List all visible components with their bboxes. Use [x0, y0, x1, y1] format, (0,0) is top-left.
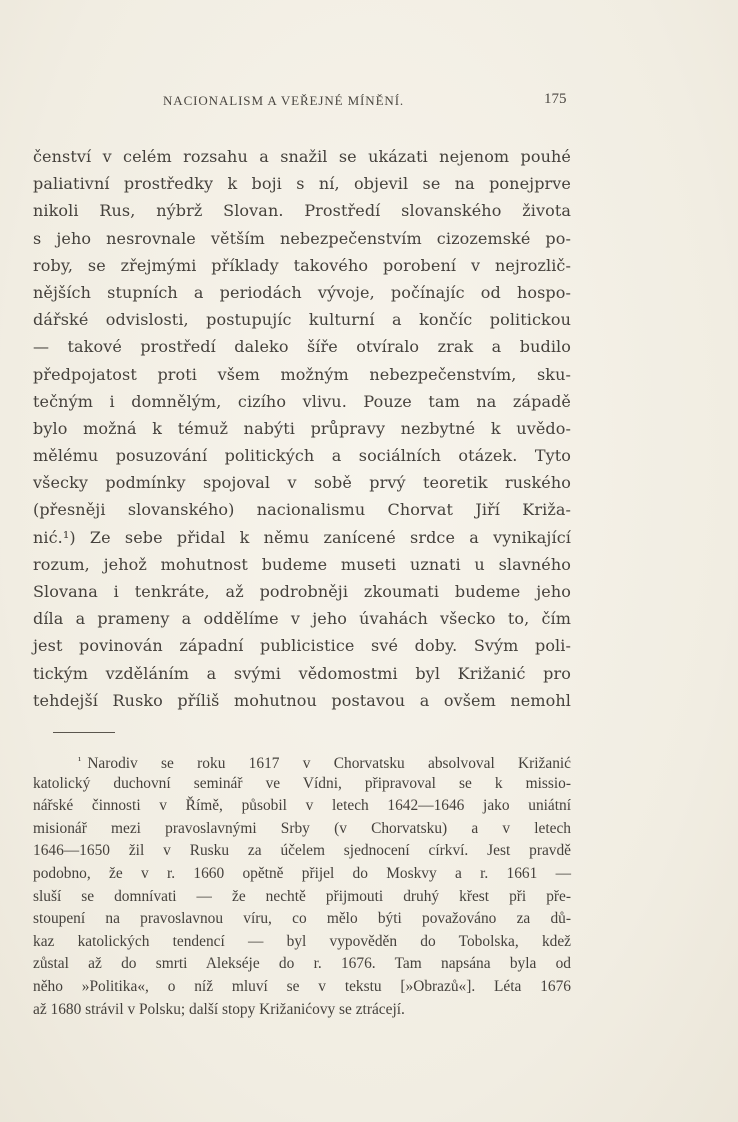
footnote-line: [33, 750, 571, 773]
text-line: — takové prostředí daleko šíře otvíralo zrak a budilo: [33, 337, 571, 357]
text-line: mělému posuzování politických a sociálních otázek. Tyto: [33, 446, 571, 466]
footnote-line: zůstal až do smrti Alekséje do r. 1676. Tam napsána byla od: [33, 955, 571, 973]
text-line: rozum, jehož mohutnost budeme museti uznati u slavného: [33, 554, 571, 574]
text-line: tickým vzděláním a svými vědomostmi byl Križanić pro: [33, 663, 571, 683]
running-title: NACIONALISM A VEŘEJNÉ MÍNĚNÍ.: [163, 93, 405, 108]
text-line: všecky podmínky spojoval v sobě prvý teoretik ruského: [33, 473, 571, 493]
text-line: Slovana i tenkráte, až podrobněji zkoumati budeme jeho: [33, 582, 571, 601]
footnote-line: 1646—1650 žil v Rusku za účelem sjednocení církví. Jest pravdě: [33, 842, 571, 860]
text-line: čenství v celém rozsahu a snažil se ukázati nejenom pouhé: [33, 147, 571, 166]
footnote: [33, 750, 571, 1021]
main-text: [33, 143, 571, 714]
footnote-line: kaz katolických tendencí — byl vypověděn do Tobolska, kdež: [33, 932, 571, 950]
text-line: nić.¹) Ze sebe přidal k němu zanícené srdce a vynikající: [33, 527, 571, 547]
text-line: tečným i domnělým, cizího vlivu. Pouze tam na západě: [33, 391, 571, 411]
footnote-line: sluší se domnívati — že nechtě přijmouti druhý křest při pře-: [33, 887, 571, 905]
footnote-divider: [53, 732, 115, 733]
text-line: jest povinován západní publicistice své doby. Svým poli-: [33, 636, 571, 656]
text-line: roby, se zřejmými příklady takového porobení v nejrozlič-: [33, 255, 571, 275]
footnote-line: něho »Politika«, o níž mluví se v tekstu [»Obrazů«]. Léta 1676: [33, 977, 571, 995]
text-line: nikoli Rus, nýbrž Slovan. Prostředí slovanského života: [33, 201, 571, 221]
footnote-line: stoupení na pravoslavnou víru, co mělo býti považováno za dů-: [33, 910, 571, 928]
text-line: dářské odvislosti, postupujíc kulturní a končíc politickou: [33, 310, 571, 330]
text-line: s jeho nesrovnale větším nebezpečenstvím cizozemské po-: [33, 228, 571, 248]
footnote-line: katolický duchovní seminář ve Vídni, připravoval se k missio-: [33, 774, 571, 792]
text-line: tehdejší Rusko příliš mohutnou postavou a ovšem nemohl: [33, 690, 571, 710]
footnote-line: nářské činnosti v Římě, působil v letech 1642—1646 jako uniátní: [33, 797, 571, 815]
running-header: [0, 93, 738, 117]
text-line: bylo možná k témuž nabýti průpravy nezbytné k uvědo-: [33, 418, 571, 438]
footnote-line: podobno, že v r. 1660 opětně přijel do Moskvy a r. 1661 —: [33, 864, 571, 882]
text-line: díla a prameny a oddělíme v jeho úvahách všecko to, čím: [33, 609, 571, 629]
footnote-line: misionář mezi pravoslavnými Srby (v Chorvatsku) a v letech: [33, 819, 571, 837]
footnote-line: až 1680 strávil v Polsku; další stopy Križanićovy se ztrácejí.: [33, 1000, 405, 1018]
text-line: předpojatost proti všem možným nebezpečenstvím, sku-: [33, 364, 571, 384]
page-number: 175: [544, 91, 567, 107]
footnote-line-text: Narodiv se roku 1617 v Chorvatsku absolvoval Križanić: [87, 755, 571, 772]
text-line: (přesněji slovanského) nacionalismu Chorvat Jiří Križa-: [33, 500, 571, 520]
text-line: nějších stupních a periodách vývoje, počínajíc od hospo-: [33, 282, 571, 302]
footnote-marker: ¹: [78, 755, 82, 767]
text-line: paliativní prostředky k boji s ní, objevil se na ponejprve: [33, 174, 571, 194]
